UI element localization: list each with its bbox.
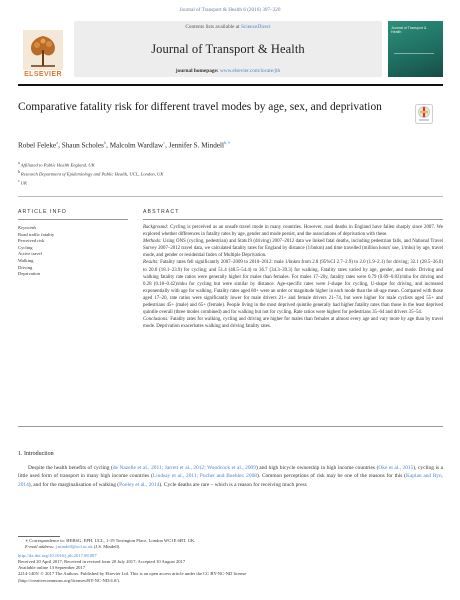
intro-text: ). Common perceptions of risk may be one of the reasons for this ( <box>256 473 406 480</box>
header-divider <box>18 196 443 197</box>
abstract-body <box>143 224 443 330</box>
license-url[interactable]: (http://creativecommons.org/licenses/BY-NC-ND/4.0/). <box>18 577 121 583</box>
cover-decoration <box>394 53 434 71</box>
abstract-methods-text: Using ONS (cycling, pedestrian) and Stats19 (driving) 2007–2012 data we linked fatal deaths, including pedestrian falls, and National Travel Survey 2007–2012 travel data, we calculated fatality rates for England by distance (1/bnkm) and time travelled (million hours' use, 1/mhu) by age, travel mode, and gender or residential Index of Multiple Deprivation. <box>143 239 443 259</box>
keyword-item: Deprivation <box>18 271 40 277</box>
affiliation-list <box>18 160 163 187</box>
elsevier-tree-icon <box>23 30 63 70</box>
intro-text: ) and high bicycle ownership in high income countries ( <box>255 465 379 471</box>
article-info-rule <box>18 219 128 220</box>
keyword-item: Walking <box>18 257 34 263</box>
abstract-background-text: Cycling is perceived as an unsafe travel mode in many countries. However, road deaths in England have fallen sharply since 2007. We explored whether differences in fatality rates by age, gender and mode persist, and the associations of deprivation with these. <box>143 225 443 238</box>
abstract-bottom-rule <box>18 426 443 427</box>
author-affil-marker[interactable]: a <box>56 140 59 145</box>
abstract-conclusions <box>143 316 443 330</box>
author-affil-marker[interactable]: c <box>163 140 166 145</box>
abstract-methods-label: Methods: <box>143 239 162 245</box>
affiliation-item <box>18 178 163 187</box>
doi-link[interactable]: http://dx.doi.org/10.1016/j.jth.2017.08.007 <box>18 553 97 559</box>
author-affil-marker[interactable]: b,∗ <box>223 140 231 145</box>
article-title: Comparative fatality risk for different travel modes by age, sex, and deprivation <box>18 101 382 113</box>
footnotes-block <box>18 538 443 584</box>
intro-text: ), and for the marginalisation of walking ( <box>28 481 120 488</box>
contents-line <box>185 24 270 30</box>
citation-link[interactable]: Pooley et al., 2014 <box>119 481 160 488</box>
author-affil-marker[interactable]: b <box>103 140 107 145</box>
license-line: 2214-1405/ © 2017 The Authors. Published by Elsevier Ltd. This is an open access article under the CC BY-NC-ND license <box>18 571 247 577</box>
keyword-item: Perceived risk <box>18 238 45 244</box>
correspondence-note: ∗ Correspondence to: HEBSG, EPH, UCL, 1-19 Torrington Place, London WC1E 6BT, UK. <box>25 538 196 543</box>
affiliation-item <box>18 160 163 169</box>
abstract-background <box>143 224 443 238</box>
abstract-rule <box>143 219 443 220</box>
abstract-conclusions-label: Conclusions: <box>143 317 169 323</box>
affiliation-marker: b <box>18 170 20 175</box>
email-link[interactable]: j.mindell@ucl.ac.uk <box>55 544 93 550</box>
citation-link[interactable]: Kaplan and Ryn, 2014 <box>18 473 444 488</box>
affiliation-text: Research Department of Epidemiology and Public Health, UCL, London, UK <box>20 171 164 177</box>
citation-link[interactable]: Lindsay et al., 2011; Pucher and Buehler, 2008 <box>152 473 257 480</box>
citation-link[interactable]: Oke et al., 2015 <box>378 465 414 471</box>
homepage-link[interactable]: www.elsevier.com/locate/jth <box>219 68 281 74</box>
keyword-item: Cycling <box>18 244 33 250</box>
author-name[interactable]: Shaun Scholes <box>61 141 104 150</box>
introduction-paragraph <box>18 464 443 489</box>
keyword-item: Active travel <box>18 251 42 257</box>
abstract-results-text: Fatality rates fell significantly 2007–2009 to 2010–2012: male 1/bnkm from 2.8 (95%CI 2.7–2.9) to 2.0 (1.9–2.1) for driving; 32.1 (28.5–36.0) to 20.8 (18.1–23.9) for cycling; and 51.4 (48.5–54.4) to 36.7 (34.3–39.3) for walking. Fatality rates varied by age, gender, and mode. Driving and walking fatality rate ratios were generally higher for males than females. For males 17–20y, fatality rates were 0.79 (0.69–0.83)/mhu for driving and 0.28 (0.18–0.42)/mhu for cycling but were similar by distance. Age-specific rates were J-shape for cycling, U-shape for driving, and increased exponentially with age for walking. Fatality rates aged 80+ were an order or magnitude higher in each mode than the all-age mean. Compared with those aged 17–20, rate ratios were significantly lower for male drivers 21+ and female drivers 21–74, but were higher for male cyclists aged 55+ and pedestrians 45+ (male) and 65+ (female). People living in the most deprived quintile generally had higher fatality rates than those in the least deprived quintile overall (three modes combined) and for walking but not for cycling. Rate ratios were highest for pedestrians 35–64 and drivers 35–54. <box>143 260 443 316</box>
affiliation-item <box>18 169 163 178</box>
keyword-item: Driving <box>18 264 33 270</box>
abstract-conclusions-text: Fatality rates for walking, cycling and driving are higher for males than females at almost every age and vary more by age than by travel mode. Deprivation exacerbates walking and driving fatality rates. <box>143 317 443 330</box>
email-label: E-mail address: <box>25 544 56 550</box>
abstract-heading: ABSTRACT <box>143 209 180 215</box>
journal-citation: Journal of Transport & Health 6 (2016) 307–320 <box>179 7 281 13</box>
journal-title: Journal of Transport & Health <box>151 41 305 56</box>
elsevier-logo[interactable] <box>18 20 68 78</box>
journal-header-box <box>74 21 382 77</box>
abstract-results <box>143 259 443 316</box>
intro-text: Despite the health benefits of cycling ( <box>28 465 113 471</box>
journal-masthead <box>18 20 443 78</box>
footnote-rule <box>18 536 60 537</box>
affiliation-marker: a <box>18 161 20 165</box>
section-heading-introduction: 1. Introduction <box>18 451 54 457</box>
affiliation-text: UK <box>20 180 28 186</box>
crossmark-icon[interactable] <box>415 104 433 124</box>
citation-link[interactable]: de Nazelle et al., 2011; Jarrett et al., 2012; Woodcock et al., 2009 <box>112 465 256 471</box>
sciencedirect-link[interactable]: ScienceDirect <box>240 24 271 30</box>
abstract-results-label: Results: <box>143 260 159 266</box>
cover-title: Journal of Transport & Health <box>391 26 427 35</box>
received-dates: Received 20 April 2017; Received in revised form 20 July 2017; Accepted 10 August 2017 <box>18 559 186 565</box>
keyword-item: Road traffic fatality <box>18 231 55 237</box>
author-name[interactable]: Robel Feleke <box>18 141 57 150</box>
elsevier-wordmark: ELSEVIER <box>24 71 62 78</box>
homepage-label: journal homepage: <box>175 68 220 74</box>
article-info-heading: ARTICLE INFO <box>18 209 67 215</box>
keywords-label: Keywords <box>18 225 37 230</box>
email-suffix: (J.S. Mindell). <box>92 544 121 550</box>
homepage-line <box>176 68 280 74</box>
author-name[interactable]: Jennifer S. Mindell <box>168 141 224 150</box>
intro-text: ), cycling is a little used form of transport in many high income countries ( <box>18 465 443 480</box>
abstract-background-label: Background: <box>143 225 169 230</box>
affiliation-text: Affiliated to Public Health England, UK <box>20 162 95 168</box>
keywords-block <box>18 225 128 278</box>
available-online: Available online 13 September 2017 <box>18 565 86 571</box>
masthead-rule <box>18 84 443 86</box>
author-list: Robel Feleke$^a$, Shaun Scholes$^b$, Malcolm Wardlaw$^c$, Jennifer S. Mindell$^{b,∗}$ <box>18 140 231 150</box>
author-name[interactable]: Malcolm Wardlaw <box>109 141 164 150</box>
journal-cover-thumbnail[interactable] <box>388 21 443 77</box>
affiliation-marker: c <box>18 179 20 184</box>
abstract-methods <box>143 238 443 259</box>
contents-prefix: Contents lists available at <box>185 24 241 30</box>
intro-text: ). Cycle deaths are rare – which is a reason for receiving much press <box>159 481 307 488</box>
